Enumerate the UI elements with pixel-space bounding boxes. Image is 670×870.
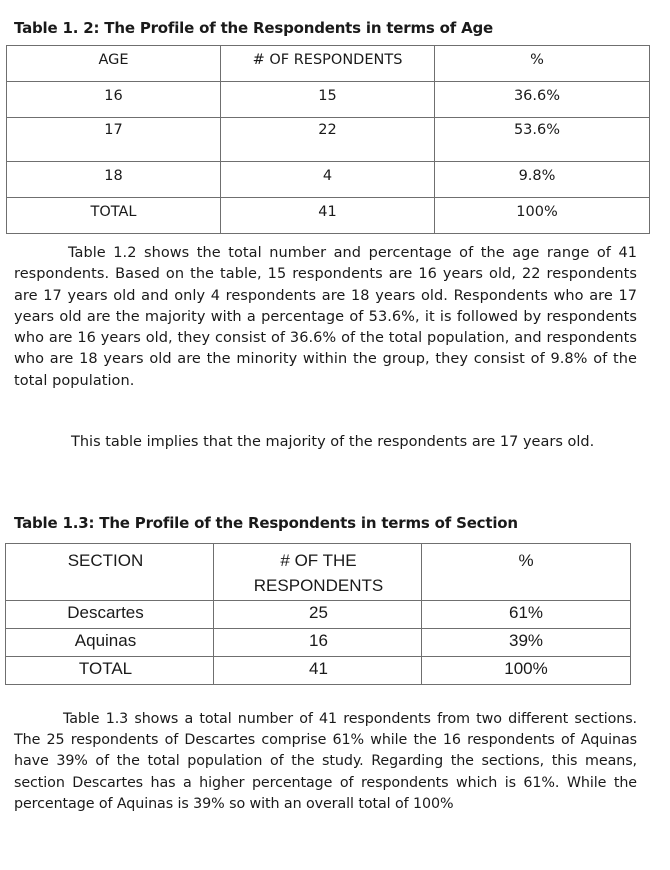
cell-respondents: 41 <box>221 198 435 234</box>
table-row <box>6 629 631 657</box>
header-section: SECTION <box>6 544 214 601</box>
cell-section: Descartes <box>6 601 214 629</box>
cell-section: TOTAL <box>6 657 214 685</box>
header-percent: % <box>422 544 631 601</box>
cell-percent: 36.6% <box>435 82 650 118</box>
paragraph-text: Table 1.3 shows a total number of 41 respondents from two different sections. The 25 respondents of Descartes comprise 61% while the 16 respondents of Aquinas have 39% of the total population of the study. Regarding the sections, this means, section Descartes has a higher percentage of respondents which is 61%. While the percentage of Aquinas is 39% so with an overall total of 100% <box>14 711 637 812</box>
cell-respondents: 22 <box>221 118 435 162</box>
table-row <box>7 118 650 162</box>
cell-percent: 100% <box>435 198 650 234</box>
cell-respondents: 15 <box>221 82 435 118</box>
section-profile-table <box>5 543 631 685</box>
paragraph-age-implication <box>14 432 637 453</box>
header-respondents: # OF THE RESPONDENTS <box>214 544 422 601</box>
table-row <box>7 82 650 118</box>
cell-percent: 53.6% <box>435 118 650 162</box>
cell-age: 17 <box>7 118 221 162</box>
paragraph-text: This table implies that the majority of the respondents are 17 years old. <box>71 434 595 450</box>
table-header-row <box>6 544 631 601</box>
cell-percent: 100% <box>422 657 631 685</box>
age-profile-table <box>6 45 650 234</box>
cell-age: 16 <box>7 82 221 118</box>
table-total-row <box>7 198 650 234</box>
paragraph-section-analysis <box>14 709 637 815</box>
header-age: AGE <box>7 46 221 82</box>
paragraph-text: Table 1.2 shows the total number and percentage of the age range of 41 respondents. Based on the table, 15 respondents are 16 years old, 22 respondents are 17 years old and only 4 respondents are 18 years old. Respondents who are 17 years old are the majority with a percentage of 53.6%, it is followed by respondents who are 16 years old, they consist of 36.6% of the total population, and respondents who are 18 years old are the minority within the group, they consist of 9.8% of the total population. <box>14 245 637 389</box>
header-percent: % <box>435 46 650 82</box>
cell-respondents: 4 <box>221 162 435 198</box>
header-respondents: # OF RESPONDENTS <box>221 46 435 82</box>
table-row <box>7 162 650 198</box>
cell-percent: 9.8% <box>435 162 650 198</box>
cell-respondents: 25 <box>214 601 422 629</box>
cell-age: 18 <box>7 162 221 198</box>
cell-age: TOTAL <box>7 198 221 234</box>
table-row <box>6 601 631 629</box>
paragraph-age-analysis <box>14 243 637 392</box>
cell-section: Aquinas <box>6 629 214 657</box>
cell-percent: 39% <box>422 629 631 657</box>
table-total-row <box>6 657 631 685</box>
cell-respondents: 41 <box>214 657 422 685</box>
cell-respondents: 16 <box>214 629 422 657</box>
table-header-row <box>7 46 650 82</box>
cell-percent: 61% <box>422 601 631 629</box>
table-2-caption: Table 1.3: The Profile of the Respondents in terms of Section <box>14 514 518 532</box>
table-1-caption: Table 1. 2: The Profile of the Respondents in terms of Age <box>14 19 494 37</box>
